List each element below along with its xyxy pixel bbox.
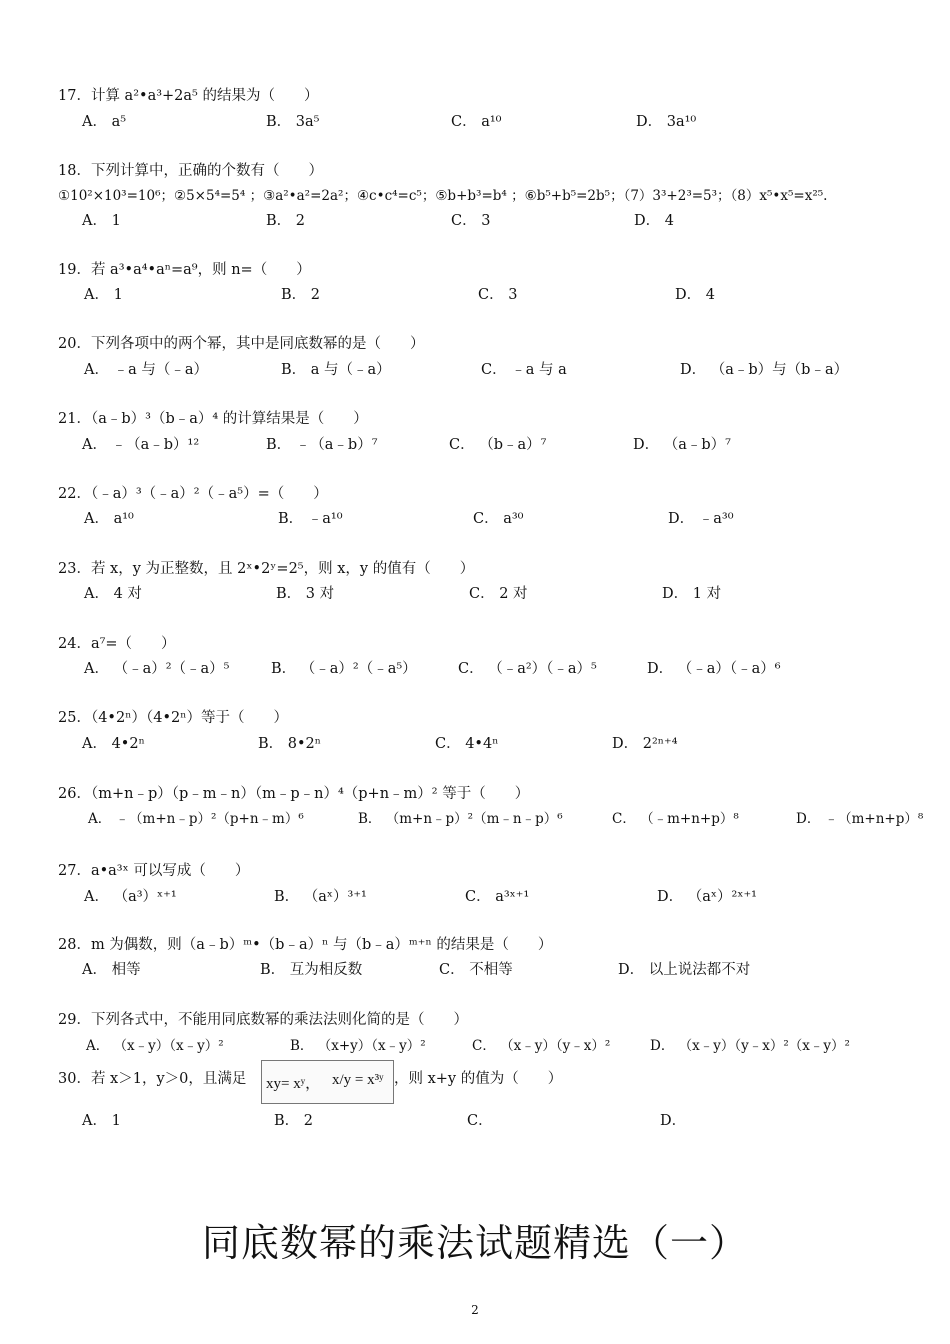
q30-option-b: B． 2 xyxy=(274,1113,313,1129)
q28-option-d: D． 以上说法都不对 xyxy=(618,962,751,978)
q25-option-c: C． 4•4ⁿ xyxy=(435,736,499,752)
question-29: 29．下列各式中，不能用同底数幂的乘法法则化简的是（ ） xyxy=(58,1012,468,1028)
q30-formula-part1: xy= xʸ， xyxy=(266,1076,321,1092)
q19-option-b: B． 2 xyxy=(281,287,320,303)
question-24: 24．a⁷=（ ） xyxy=(58,636,176,652)
q27-option-a: A． （a³）ˣ⁺¹ xyxy=(84,889,177,905)
q23-option-d: D． 1 对 xyxy=(662,586,722,602)
q24-option-d: D． （﹣a）（﹣a）⁶ xyxy=(647,661,781,677)
q21-option-a: A． ﹣（a﹣b）¹² xyxy=(82,437,200,453)
q21-option-b: B． ﹣（a﹣b）⁷ xyxy=(266,437,378,453)
q29-option-d: D． （x﹣y）（y﹣x）²（x﹣y）² xyxy=(650,1038,850,1054)
q30-option-d: D． xyxy=(660,1113,687,1129)
question-27: 27．a•a³ˣ 可以写成（ ） xyxy=(58,863,250,879)
question-25: 25．（4•2ⁿ）（4•2ⁿ）等于（ ） xyxy=(58,710,289,726)
q18-option-a: A． 1 xyxy=(82,213,121,229)
q29-option-c: C． （x﹣y）（y﹣x）² xyxy=(472,1038,611,1054)
question-18: 18．下列计算中，正确的个数有（ ） xyxy=(58,163,323,179)
q26-option-a: A． ﹣（m+n﹣p）²（p+n﹣m）⁶ xyxy=(88,811,304,827)
q19-option-d: D． 4 xyxy=(675,287,715,303)
q17-option-b: B． 3a⁵ xyxy=(266,114,320,130)
page-number: 2 xyxy=(471,1303,479,1317)
q28-option-c: C． 不相等 xyxy=(439,962,513,978)
q26-option-c: C． （﹣m+n+p）⁸ xyxy=(612,811,739,827)
q30-option-a: A． 1 xyxy=(82,1113,121,1129)
q29-option-b: B． （x+y）（x﹣y）² xyxy=(290,1038,426,1054)
q25-option-d: D． 2²ⁿ⁺⁴ xyxy=(612,736,678,752)
q19-option-a: A． 1 xyxy=(84,287,123,303)
question-30-suffix: ，则 x+y 的值为（ ） xyxy=(394,1071,563,1087)
q27-option-d: D． （aˣ）²ˣ⁺¹ xyxy=(657,889,757,905)
q21-option-d: D． （a﹣b）⁷ xyxy=(633,437,731,453)
q27-option-b: B． （aˣ）³⁺¹ xyxy=(274,889,367,905)
q30-formula-part2: x/y = x³ʸ xyxy=(332,1072,384,1088)
q26-option-d: D． ﹣（m+n+p）⁸ xyxy=(796,811,924,827)
q18-option-d: D． 4 xyxy=(634,213,674,229)
q28-option-b: B． 互为相反数 xyxy=(260,962,363,978)
q20-option-c: C． ﹣a 与 a xyxy=(481,362,567,378)
q26-option-b: B． （m+n﹣p）²（m﹣n﹣p）⁶ xyxy=(358,811,563,827)
q24-option-c: C． （﹣a²）（﹣a）⁵ xyxy=(458,661,597,677)
q17-option-c: C． a¹⁰ xyxy=(451,114,502,130)
question-22: 22．（﹣a）³（﹣a）²（﹣a⁵）=（ ） xyxy=(58,486,328,502)
q22-option-a: A． a¹⁰ xyxy=(84,511,134,527)
question-21: 21．（a﹣b）³（b﹣a）⁴ 的计算结果是（ ） xyxy=(58,411,368,427)
q23-option-b: B． 3 对 xyxy=(276,586,335,602)
q20-option-a: A． ﹣a 与（﹣a） xyxy=(84,362,208,378)
question-28: 28．m 为偶数，则（a﹣b）ᵐ•（b﹣a）ⁿ 与（b﹣a）ᵐ⁺ⁿ 的结果是（ ） xyxy=(58,937,553,953)
page-title: 同底数幂的乘法试题精选（一） xyxy=(201,1221,748,1265)
q28-option-a: A． 相等 xyxy=(82,962,141,978)
q22-option-b: B． ﹣a¹⁰ xyxy=(278,511,343,527)
q30-option-c: C． xyxy=(467,1113,493,1129)
question-17: 17．计算 a²•a³+2a⁵ 的结果为（ ） xyxy=(58,88,319,104)
q19-option-c: C． 3 xyxy=(478,287,518,303)
q20-option-b: B． a 与（﹣a） xyxy=(281,362,391,378)
q21-option-c: C． （b﹣a）⁷ xyxy=(449,437,547,453)
q25-option-b: B． 8•2ⁿ xyxy=(258,736,322,752)
question-19: 19．若 a³•a⁴•aⁿ=a⁹，则 n=（ ） xyxy=(58,262,311,278)
q18-option-b: B． 2 xyxy=(266,213,305,229)
q22-option-d: D． ﹣a³⁰ xyxy=(668,511,734,527)
q24-option-b: B． （﹣a）²（﹣a⁵） xyxy=(271,661,417,677)
question-30-prefix: 30．若 x＞1，y＞0，且满足 xyxy=(58,1071,247,1087)
q27-option-c: C． a³ˣ⁺¹ xyxy=(465,889,530,905)
q30-formula-image xyxy=(261,1060,394,1104)
q20-option-d: D． （a﹣b）与（b﹣a） xyxy=(680,362,849,378)
q22-option-c: C． a³⁰ xyxy=(473,511,524,527)
q23-option-c: C． 2 对 xyxy=(469,586,528,602)
q17-option-a: A． a⁵ xyxy=(82,114,127,130)
question-20: 20．下列各项中的两个幂，其中是同底数幂的是（ ） xyxy=(58,336,425,352)
q25-option-a: A． 4•2ⁿ xyxy=(82,736,145,752)
question-23: 23．若 x，y 为正整数，且 2ˣ•2ʸ=2⁵，则 x，y 的值有（ ） xyxy=(58,561,475,577)
q29-option-a: A． （x﹣y）（x﹣y）² xyxy=(86,1038,224,1054)
question-26: 26．（m+n﹣p）（p﹣m﹣n）（m﹣p﹣n）⁴（p+n﹣m）² 等于（ ） xyxy=(58,786,530,802)
q23-option-a: A． 4 对 xyxy=(84,586,142,602)
q18-option-c: C． 3 xyxy=(451,213,491,229)
q18-statements: ①10²×10³=10⁶；②5×5⁴=5⁴ ；③a²•a²=2a²；④c•c⁴=c⁵；⑤b+b³=b⁴ ；⑥b⁵+b⁵=2b⁵；（7）3³+2³=5³；（8）x⁵•x⁵=x²⁵. xyxy=(58,188,828,204)
q17-option-d: D． 3a¹⁰ xyxy=(636,114,697,130)
q24-option-a: A． （﹣a）²（﹣a）⁵ xyxy=(84,661,230,677)
